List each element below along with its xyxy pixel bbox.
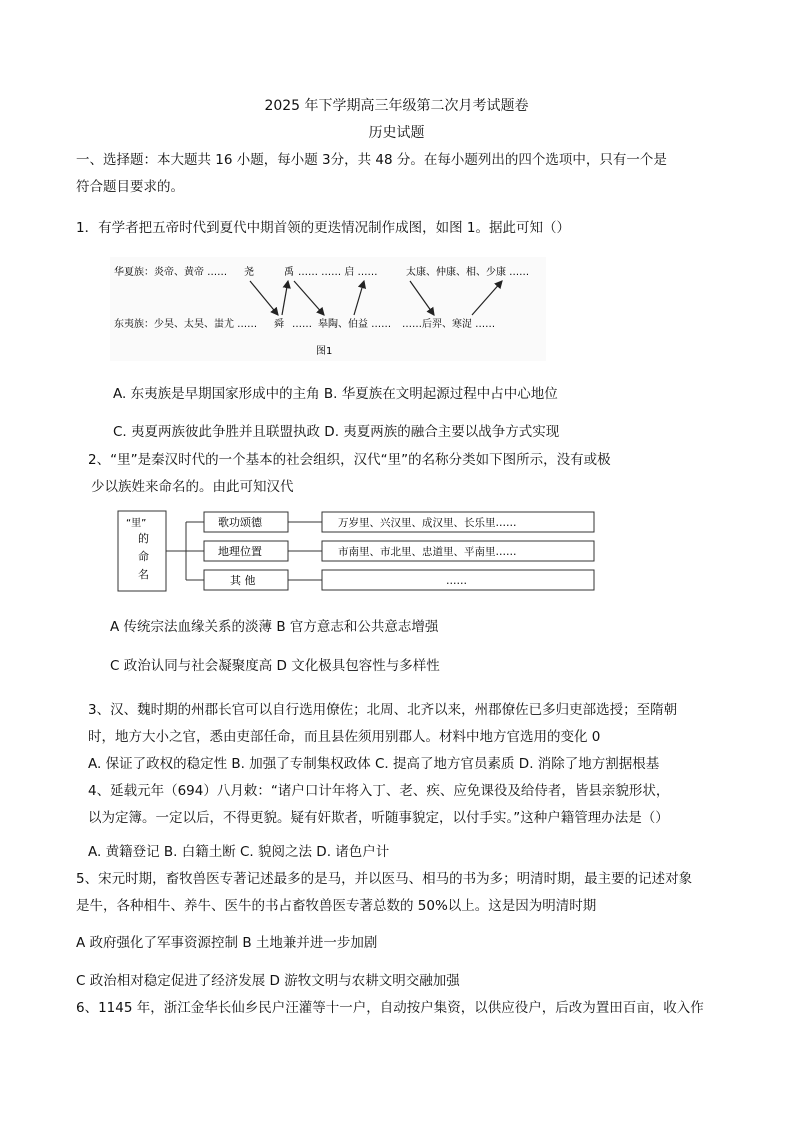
fig1-row2-b: 舜 xyxy=(274,319,284,330)
fig1-row2-a: 少昊、太昊、蚩尤 …… xyxy=(154,319,258,330)
q1-figure xyxy=(110,257,546,361)
fig1-row2-d: 皋陶、伯益 …… xyxy=(318,319,392,330)
subject-title: 历史试题 xyxy=(368,125,425,141)
fig1-row1-a: 炎帝、黄帝 …… xyxy=(154,267,228,278)
q2-stem-line2: 少以族姓来命名的。由此可知汉代 xyxy=(91,479,294,495)
fig1-row1-label: 华夏族： xyxy=(114,267,154,278)
fig2-left-label-3: 命 xyxy=(138,550,149,563)
fig2-ex2: 市南里、市北里、忠道里、平南里…… xyxy=(338,546,517,558)
fig2-cat3: 其 他 xyxy=(230,574,256,587)
section-intro-line2: 符合题目要求的。 xyxy=(76,179,184,195)
q1-stem: 1．有学者把五帝时代到夏代中期首领的更迭情况制作成图，如图 1。据此可知（） xyxy=(76,220,570,236)
fig2-left-label-4: 名 xyxy=(138,568,149,581)
fig1-caption: 图1 xyxy=(316,346,333,357)
fig2-ex3: …… xyxy=(446,575,467,587)
q1-options-cd: C. 夷夏两族彼此争胜并且联盟执政 D. 夷夏两族的融合主要以战争方式实现 xyxy=(113,424,560,440)
q2-stem-line1: 2、“里”是秦汉时代的一个基本的社会组织，汉代“里”的名称分类如下图所示，没有或极 xyxy=(88,452,611,468)
q1-options-ab: A. 东夷族是早期国家形成中的主角 B. 华夏族在文明起源过程中占中心地位 xyxy=(113,386,558,402)
section-intro-line1: 一、选择题：本大题共 16 小题，每小题 3分，共 48 分。在每小题列出的四个选项中，只有一个是 xyxy=(76,152,667,168)
q4-stem-line2: 以为定簿。一定以后，不得更貌。疑有奸欺者，听随事貌定，以付手实。”这种户籍管理办法是（） xyxy=(88,810,669,826)
fig2-left-label-1: “里” xyxy=(126,518,147,529)
fig1-row2-c: …… xyxy=(292,319,312,330)
q4-options: A. 黄籍登记 B. 白籍土断 C. 貌阅之法 D. 诸色户计 xyxy=(88,844,390,860)
fig1-row2-label: 东夷族： xyxy=(114,319,154,330)
q4-stem-line1: 4、延载元年（694）八月敕：“诸户口计年将入丁、老、疾、应免课役及给侍者，皆县亲貌形状， xyxy=(88,783,670,799)
fig2-cat2: 地理位置 xyxy=(218,545,262,558)
q3-stem-line1: 3、汉、魏时期的州郡长官可以自行选用僚佐；北周、北齐以来，州郡僚佐已多归吏部选授；至隋朝 xyxy=(88,702,678,718)
q2-figure xyxy=(116,508,598,594)
q5-options-ab: A 政府强化了军事资源控制 B 土地兼并进一步加剧 xyxy=(76,935,378,951)
fig1-row1-d: …… …… 启 …… xyxy=(298,267,378,278)
q2-options-ab: A 传统宗法血缘关系的淡薄 B 官方意志和公共意志增强 xyxy=(110,619,439,635)
q3-stem-line2: 时，地方大小之官，悉由吏部任命，而且县佐须用别郡人。材料中地方官选用的变化 0 xyxy=(88,729,601,745)
q5-stem-line2: 是牛，各种相牛、养牛、医牛的书占畜牧兽医专著总数的 50%以上。这是因为明清时期 xyxy=(76,898,597,914)
q6-stem-line1: 6、1145 年，浙江金华长仙乡民户汪灌等十一户，自动按户集资，以供应役户，后改为置田百亩，收入作 xyxy=(76,1000,704,1016)
fig1-row1-c: 禹 xyxy=(284,267,294,278)
fig1-row1-b: 尧 xyxy=(244,267,254,278)
fig2-ex1: 万岁里、兴汉里、成汉里、长乐里…… xyxy=(338,517,517,529)
fig2-cat1: 歌功颂德 xyxy=(218,516,262,529)
fig2-left-label-2: 的 xyxy=(138,532,149,545)
q5-stem-line1: 5、宋元时期，畜牧兽医专著记述最多的是马，并以医马、相马的书为多；明清时期，最主要的记述对象 xyxy=(76,871,693,887)
q3-options: A. 保证了政权的稳定性 B. 加强了专制集权政体 C. 提高了地方官员素质 D. 消除了地方割据根基 xyxy=(88,756,660,772)
exam-title: 2025 年下学期高三年级第二次月考试题卷 xyxy=(264,98,529,114)
q2-options-cd: C 政治认同与社会凝聚度高 D 文化极具包容性与多样性 xyxy=(110,658,440,674)
fig1-row2-e: ……后羿、寒浞 …… xyxy=(402,319,496,330)
fig1-row1-e: 太康、仲康、相、少康 …… xyxy=(406,267,530,278)
q5-options-cd: C 政治相对稳定促进了经济发展 D 游牧文明与农耕文明交融加强 xyxy=(76,973,460,989)
